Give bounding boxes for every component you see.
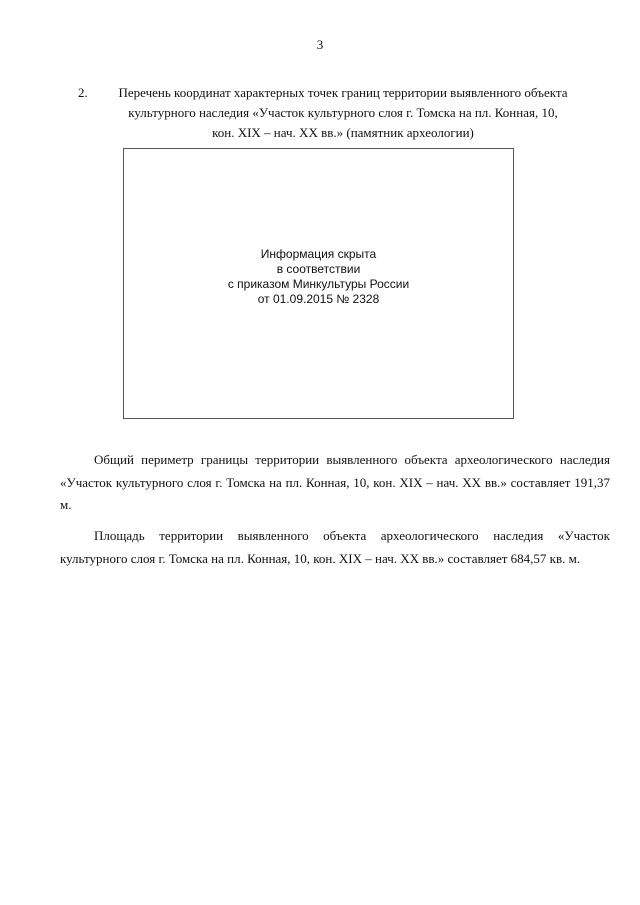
hidden-info-line: от 01.09.2015 № 2328 [257,292,380,306]
heading-number: 2. [78,85,88,100]
heading-text [78,83,598,143]
hidden-info-box [123,148,514,419]
hidden-info-line: Информация скрыта [260,247,377,261]
heading-line: Перечень координат характерных точек границ территории выявленного объекта [118,85,568,100]
hidden-info-line: в соответствии [276,262,361,276]
section-heading [78,83,598,143]
hidden-info-text [124,247,513,307]
heading-line: культурного наследия «Участок культурного слоя г. Томска на пл. Конная, 10, [128,105,558,120]
page-number: 3 [316,37,324,52]
hidden-info-line: с приказом Минкультуры России [227,277,410,291]
perimeter-paragraph: Общий периметр границы территории выявленного объекта археологического наследия «Участок культурного слоя г. Томска на пл. Конная, 10, кон. XIX – нач. XX вв.» составляет 191,37 м. [60,452,610,512]
heading-line: кон. XIX – нач. XX вв.» (памятник археологии) [212,125,474,140]
area-paragraph: Площадь территории выявленного объекта археологического наследия «Участок культурного слоя г. Томска на пл. Конная, 10, кон. XIX – нач. XX вв.» составляет 684,57 кв. м. [60,528,610,566]
